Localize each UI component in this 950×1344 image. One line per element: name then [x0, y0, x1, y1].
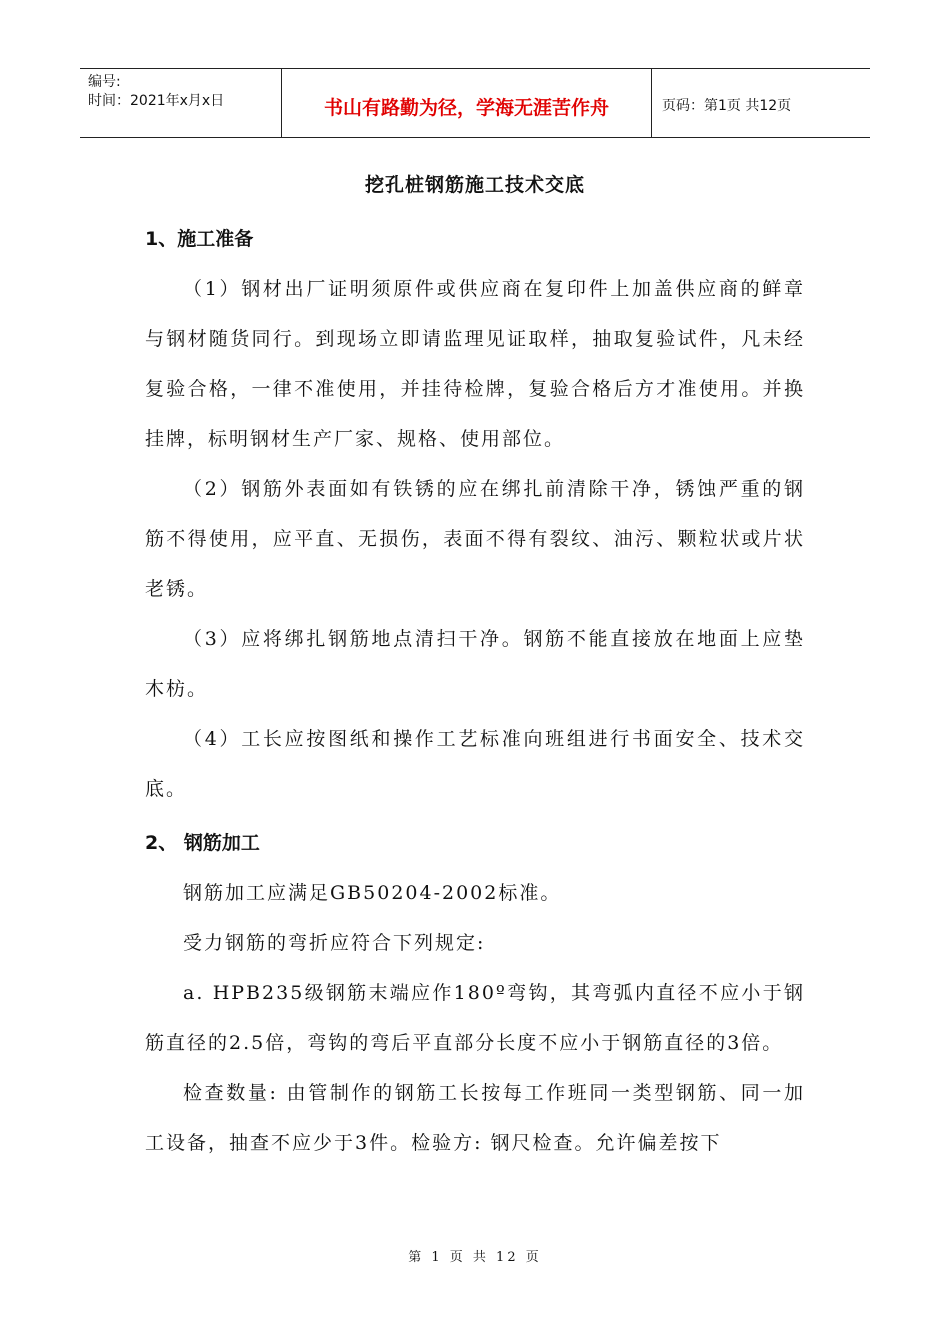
section-heading-processing: 2、 钢筋加工 — [145, 832, 260, 854]
document-title: 挖孔桩钢筋施工技术交底 — [364, 174, 585, 196]
paragraph: 钢筋加工应满足GB50204-2002标准。 — [183, 882, 562, 904]
paragraph: 检查数量: 由管制作的钢筋工长按每工作班同一类型钢筋、同一加工设备，抽查不应少于3件。检验方: 钢尺检查。允许偏差按下 — [145, 1082, 805, 1154]
paragraph: （2）钢筋外表面如有铁锈的应在绑扎前清除干净，锈蚀严重的钢筋不得使用，应平直、无损伤，表面不得有裂纹、油污、颗粒状或片状老锈。 — [145, 478, 805, 600]
paragraph: 受力钢筋的弯折应符合下列规定: — [183, 932, 486, 954]
document-header — [80, 68, 870, 138]
header-page-info: 页码：第1页 共12页 — [662, 98, 792, 114]
document-number-label: 编号: — [88, 74, 121, 90]
page-footer: 第 1 页 共 12 页 — [408, 1250, 542, 1265]
section-heading-preparation: 1、施工准备 — [145, 228, 254, 250]
paragraph: a. HPB235级钢筋末端应作180º弯钩，其弯弧内直径不应小于钢筋直径的2.5倍，弯钩的弯后平直部分长度不应小于钢筋直径的3倍。 — [145, 982, 805, 1054]
document-date: 时间：2021年x月x日 — [88, 93, 225, 109]
paragraph: （3）应将绑扎钢筋地点清扫干净。钢筋不能直接放在地面上应垫木枋。 — [145, 628, 805, 700]
header-meta — [80, 69, 282, 137]
paragraph: （4）工长应按图纸和操作工艺标准向班组进行书面安全、技术交底。 — [145, 728, 805, 800]
header-motto: 书山有路勤为径，学海无涯苦作舟 — [282, 69, 652, 137]
document-body — [145, 214, 805, 1168]
paragraph: （1）钢材出厂证明须原件或供应商在复印件上加盖供应商的鲜章与钢材随货同行。到现场立即请监理见证取样，抽取复验试件，凡未经复验合格，一律不准使用，并挂待检牌，复验合格后方才准使用。并换挂牌，标明钢材生产厂家、规格、使用部位。 — [145, 278, 805, 450]
